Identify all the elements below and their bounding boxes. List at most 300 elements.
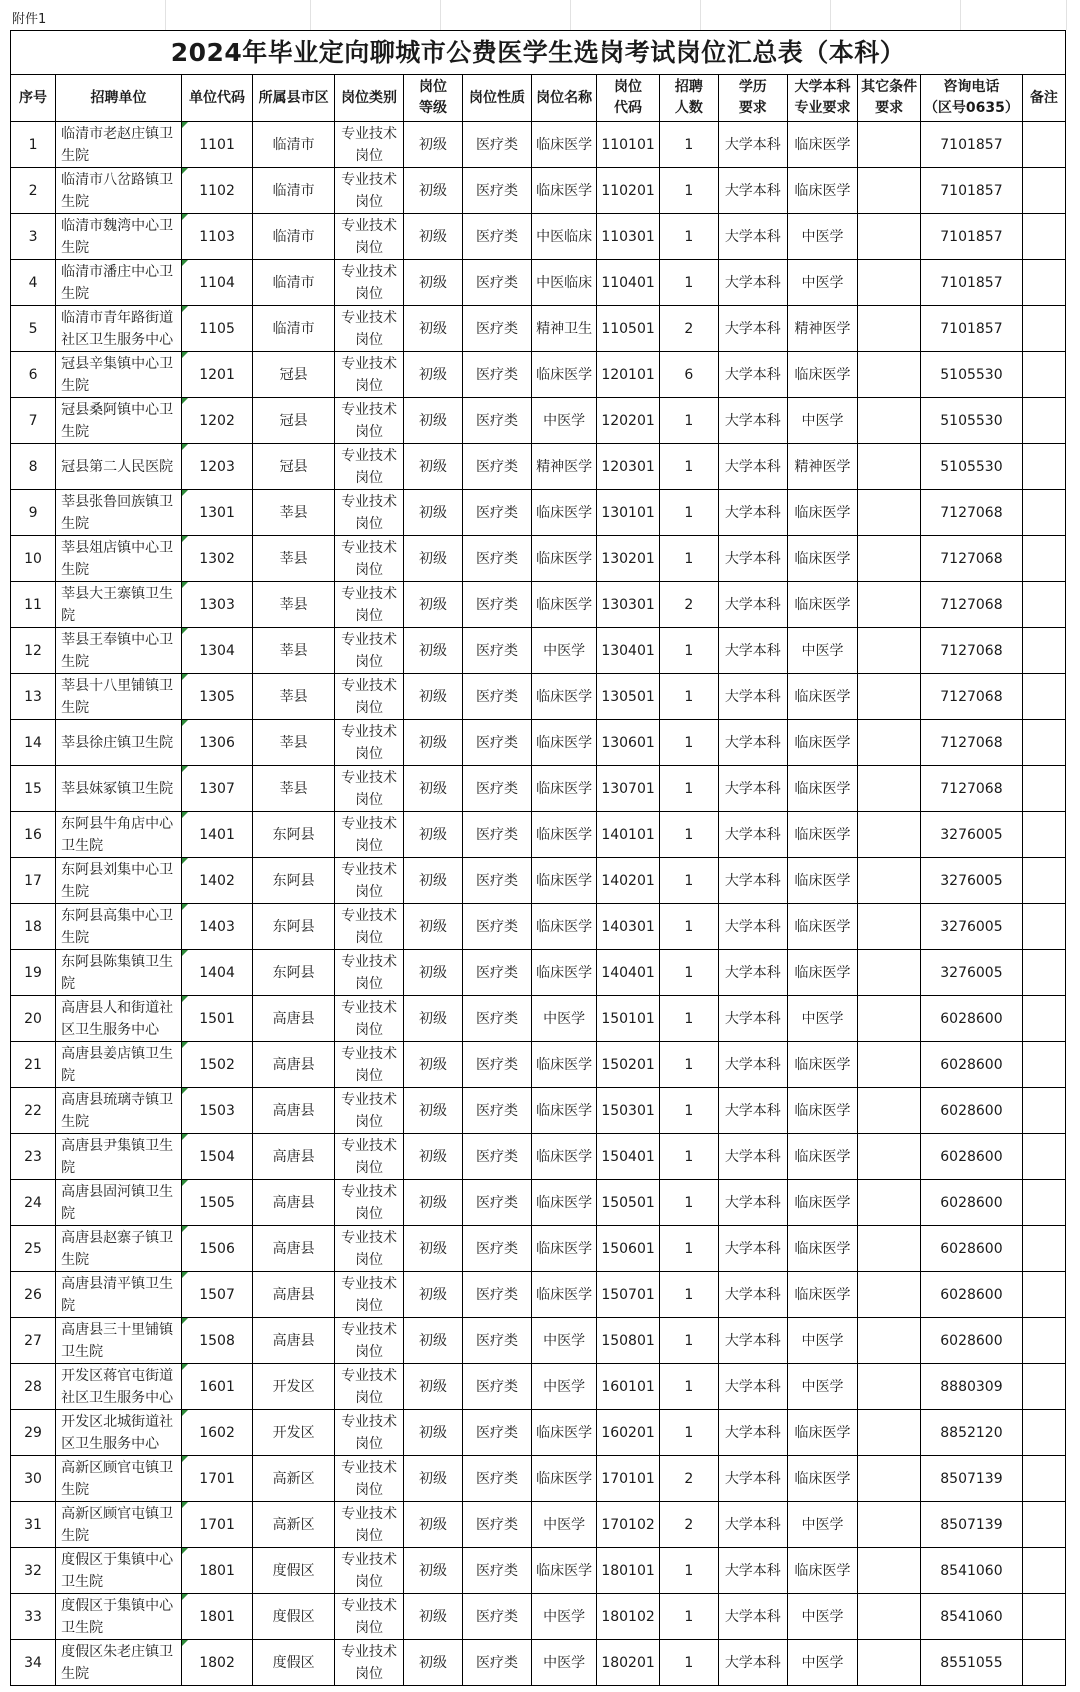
cell-level: 初级 (404, 398, 463, 444)
cell-education: 大学本科 (718, 1548, 787, 1594)
cell-education: 大学本科 (718, 950, 787, 996)
cell-phone: 6028600 (921, 1134, 1023, 1180)
cell-nature: 医疗类 (462, 490, 531, 536)
cell-nature: 医疗类 (462, 536, 531, 582)
cell-major: 临床医学 (787, 352, 857, 398)
cell-note (1022, 444, 1065, 490)
cell-level: 初级 (404, 904, 463, 950)
cell-count: 1 (660, 398, 719, 444)
cell-level: 初级 (404, 1042, 463, 1088)
cell-level: 初级 (404, 1088, 463, 1134)
cell-category: 专业技术岗位 (334, 1134, 403, 1180)
cell-unit-code: 1202 (181, 398, 252, 444)
cell-unit: 莘县王奉镇中心卫生院 (56, 628, 182, 674)
cell-no: 22 (11, 1088, 56, 1134)
cell-level: 初级 (404, 306, 463, 352)
cell-nature: 医疗类 (462, 582, 531, 628)
cell-nature: 医疗类 (462, 720, 531, 766)
table-row (11, 950, 1066, 996)
cell-major: 临床医学 (787, 168, 857, 214)
cell-level: 初级 (404, 1364, 463, 1410)
header-note: 备注 (1022, 75, 1065, 122)
cell-county: 莘县 (253, 628, 335, 674)
cell-position-code: 160101 (597, 1364, 660, 1410)
cell-unit: 东阿县牛角店中心卫生院 (56, 812, 182, 858)
table-row (11, 674, 1066, 720)
cell-other (858, 1548, 921, 1594)
cell-category: 专业技术岗位 (334, 1456, 403, 1502)
cell-no: 23 (11, 1134, 56, 1180)
cell-nature: 医疗类 (462, 904, 531, 950)
cell-phone: 6028600 (921, 1088, 1023, 1134)
cell-level: 初级 (404, 1594, 463, 1640)
cell-position-name: 临床医学 (532, 1088, 597, 1134)
cell-note (1022, 1042, 1065, 1088)
cell-nature: 医疗类 (462, 1364, 531, 1410)
cell-category: 专业技术岗位 (334, 904, 403, 950)
cell-phone: 8852120 (921, 1410, 1023, 1456)
cell-county: 高新区 (253, 1502, 335, 1548)
cell-level: 初级 (404, 1272, 463, 1318)
cell-county: 冠县 (253, 398, 335, 444)
cell-unit-code: 1506 (181, 1226, 252, 1272)
cell-level: 初级 (404, 536, 463, 582)
cell-count: 1 (660, 858, 719, 904)
cell-no: 14 (11, 720, 56, 766)
cell-note (1022, 1318, 1065, 1364)
cell-position-name: 临床医学 (532, 536, 597, 582)
cell-major: 中医学 (787, 1640, 857, 1686)
cell-no: 15 (11, 766, 56, 812)
cell-position-code: 150701 (597, 1272, 660, 1318)
cell-phone: 5105530 (921, 398, 1023, 444)
cell-education: 大学本科 (718, 812, 787, 858)
cell-phone: 6028600 (921, 996, 1023, 1042)
cell-other (858, 168, 921, 214)
cell-phone: 3276005 (921, 950, 1023, 996)
cell-phone: 8507139 (921, 1456, 1023, 1502)
cell-level: 初级 (404, 168, 463, 214)
cell-level: 初级 (404, 1318, 463, 1364)
cell-education: 大学本科 (718, 1088, 787, 1134)
cell-count: 1 (660, 1594, 719, 1640)
cell-no: 3 (11, 214, 56, 260)
cell-other (858, 950, 921, 996)
cell-unit: 开发区北城街道社区卫生服务中心 (56, 1410, 182, 1456)
cell-phone: 6028600 (921, 1226, 1023, 1272)
cell-other (858, 214, 921, 260)
cell-level: 初级 (404, 352, 463, 398)
cell-nature: 医疗类 (462, 352, 531, 398)
cell-other (858, 536, 921, 582)
cell-phone: 5105530 (921, 352, 1023, 398)
cell-education: 大学本科 (718, 122, 787, 168)
cell-level: 初级 (404, 858, 463, 904)
header-unit: 招聘单位 (56, 75, 182, 122)
cell-position-code: 150401 (597, 1134, 660, 1180)
cell-unit-code: 1505 (181, 1180, 252, 1226)
cell-unit-code: 1802 (181, 1640, 252, 1686)
cell-count: 1 (660, 1180, 719, 1226)
cell-count: 1 (660, 812, 719, 858)
cell-nature: 医疗类 (462, 1134, 531, 1180)
cell-phone: 3276005 (921, 904, 1023, 950)
cell-unit-code: 1403 (181, 904, 252, 950)
table-row (11, 1502, 1066, 1548)
cell-position-name: 临床医学 (532, 352, 597, 398)
cell-note (1022, 1088, 1065, 1134)
cell-education: 大学本科 (718, 628, 787, 674)
cell-count: 1 (660, 1226, 719, 1272)
cell-nature: 医疗类 (462, 1180, 531, 1226)
cell-level: 初级 (404, 214, 463, 260)
cell-position-code: 110201 (597, 168, 660, 214)
cell-count: 1 (660, 168, 719, 214)
cell-other (858, 1088, 921, 1134)
cell-category: 专业技术岗位 (334, 996, 403, 1042)
cell-county: 高唐县 (253, 1088, 335, 1134)
cell-unit: 莘县十八里铺镇卫生院 (56, 674, 182, 720)
cell-county: 临清市 (253, 306, 335, 352)
cell-position-name: 临床医学 (532, 1042, 597, 1088)
cell-category: 专业技术岗位 (334, 950, 403, 996)
cell-count: 2 (660, 1456, 719, 1502)
cell-phone: 7101857 (921, 122, 1023, 168)
cell-position-code: 110501 (597, 306, 660, 352)
cell-phone: 7127068 (921, 582, 1023, 628)
cell-no: 17 (11, 858, 56, 904)
cell-county: 高唐县 (253, 1134, 335, 1180)
cell-major: 临床医学 (787, 1410, 857, 1456)
cell-unit: 高唐县三十里铺镇卫生院 (56, 1318, 182, 1364)
cell-count: 1 (660, 1088, 719, 1134)
cell-major: 精神医学 (787, 444, 857, 490)
cell-no: 29 (11, 1410, 56, 1456)
cell-unit: 临清市老赵庄镇卫生院 (56, 122, 182, 168)
cell-county: 度假区 (253, 1640, 335, 1686)
table-row (11, 398, 1066, 444)
cell-category: 专业技术岗位 (334, 1318, 403, 1364)
cell-major: 临床医学 (787, 904, 857, 950)
cell-major: 临床医学 (787, 490, 857, 536)
cell-no: 4 (11, 260, 56, 306)
cell-phone: 8541060 (921, 1548, 1023, 1594)
header-education: 学历 要求 (718, 75, 787, 122)
cell-note (1022, 306, 1065, 352)
cell-major: 临床医学 (787, 1456, 857, 1502)
cell-nature: 医疗类 (462, 214, 531, 260)
cell-unit-code: 1801 (181, 1548, 252, 1594)
cell-position-name: 临床医学 (532, 1134, 597, 1180)
cell-unit-code: 1305 (181, 674, 252, 720)
table-title: 2024年毕业定向聊城市公费医学生选岗考试岗位汇总表（本科） (11, 31, 1066, 75)
cell-category: 专业技术岗位 (334, 674, 403, 720)
table-row (11, 306, 1066, 352)
cell-major: 中医学 (787, 1502, 857, 1548)
cell-unit-code: 1105 (181, 306, 252, 352)
cell-major: 中医学 (787, 398, 857, 444)
header-unit-code: 单位代码 (181, 75, 252, 122)
cell-unit-code: 1601 (181, 1364, 252, 1410)
cell-position-name: 中医学 (532, 1318, 597, 1364)
table-row (11, 122, 1066, 168)
cell-major: 精神医学 (787, 306, 857, 352)
cell-county: 莘县 (253, 720, 335, 766)
table-row (11, 582, 1066, 628)
cell-education: 大学本科 (718, 904, 787, 950)
cell-unit: 高唐县姜店镇卫生院 (56, 1042, 182, 1088)
cell-note (1022, 352, 1065, 398)
cell-other (858, 1502, 921, 1548)
cell-other (858, 1594, 921, 1640)
cell-position-code: 150101 (597, 996, 660, 1042)
cell-category: 专业技术岗位 (334, 1364, 403, 1410)
cell-note (1022, 398, 1065, 444)
cell-county: 开发区 (253, 1410, 335, 1456)
cell-unit-code: 1402 (181, 858, 252, 904)
cell-no: 34 (11, 1640, 56, 1686)
cell-position-code: 120101 (597, 352, 660, 398)
cell-unit-code: 1503 (181, 1088, 252, 1134)
cell-county: 高唐县 (253, 1180, 335, 1226)
cell-other (858, 812, 921, 858)
cell-position-name: 中医学 (532, 398, 597, 444)
cell-no: 1 (11, 122, 56, 168)
cell-position-code: 130201 (597, 536, 660, 582)
cell-other (858, 996, 921, 1042)
cell-no: 31 (11, 1502, 56, 1548)
cell-unit-code: 1307 (181, 766, 252, 812)
cell-nature: 医疗类 (462, 1088, 531, 1134)
cell-note (1022, 1410, 1065, 1456)
table-row (11, 1548, 1066, 1594)
cell-other (858, 1272, 921, 1318)
cell-unit: 莘县大王寨镇卫生院 (56, 582, 182, 628)
cell-nature: 医疗类 (462, 1226, 531, 1272)
cell-position-name: 临床医学 (532, 490, 597, 536)
cell-note (1022, 122, 1065, 168)
cell-other (858, 398, 921, 444)
cell-category: 专业技术岗位 (334, 1640, 403, 1686)
cell-position-name: 临床医学 (532, 1180, 597, 1226)
cell-position-code: 170101 (597, 1456, 660, 1502)
cell-county: 东阿县 (253, 858, 335, 904)
cell-no: 28 (11, 1364, 56, 1410)
cell-education: 大学本科 (718, 1640, 787, 1686)
cell-major: 中医学 (787, 1594, 857, 1640)
cell-county: 东阿县 (253, 950, 335, 996)
cell-county: 东阿县 (253, 904, 335, 950)
cell-position-code: 180102 (597, 1594, 660, 1640)
cell-count: 1 (660, 720, 719, 766)
table-row (11, 352, 1066, 398)
spreadsheet-page (10, 0, 1070, 1692)
cell-nature: 医疗类 (462, 122, 531, 168)
cell-major: 临床医学 (787, 1226, 857, 1272)
cell-no: 33 (11, 1594, 56, 1640)
cell-count: 1 (660, 674, 719, 720)
cell-unit: 高唐县尹集镇卫生院 (56, 1134, 182, 1180)
cell-other (858, 1456, 921, 1502)
cell-category: 专业技术岗位 (334, 536, 403, 582)
cell-unit: 莘县徐庄镇卫生院 (56, 720, 182, 766)
cell-position-code: 110301 (597, 214, 660, 260)
cell-unit-code: 1602 (181, 1410, 252, 1456)
cell-note (1022, 674, 1065, 720)
cell-position-name: 中医临床 (532, 214, 597, 260)
cell-nature: 医疗类 (462, 766, 531, 812)
cell-note (1022, 1180, 1065, 1226)
cell-unit: 高唐县人和街道社区卫生服务中心 (56, 996, 182, 1042)
cell-county: 开发区 (253, 1364, 335, 1410)
cell-note (1022, 950, 1065, 996)
cell-category: 专业技术岗位 (334, 1548, 403, 1594)
cell-category: 专业技术岗位 (334, 1088, 403, 1134)
cell-education: 大学本科 (718, 720, 787, 766)
cell-county: 冠县 (253, 352, 335, 398)
cell-note (1022, 260, 1065, 306)
cell-position-name: 临床医学 (532, 1272, 597, 1318)
cell-category: 专业技术岗位 (334, 260, 403, 306)
cell-major: 临床医学 (787, 1088, 857, 1134)
table-row (11, 1042, 1066, 1088)
cell-nature: 医疗类 (462, 1594, 531, 1640)
cell-phone: 8507139 (921, 1502, 1023, 1548)
table-row (11, 628, 1066, 674)
cell-other (858, 490, 921, 536)
cell-category: 专业技术岗位 (334, 352, 403, 398)
cell-education: 大学本科 (718, 858, 787, 904)
cell-count: 1 (660, 1272, 719, 1318)
cell-other (858, 1226, 921, 1272)
cell-county: 莘县 (253, 674, 335, 720)
cell-no: 30 (11, 1456, 56, 1502)
cell-phone: 7101857 (921, 214, 1023, 260)
cell-unit-code: 1404 (181, 950, 252, 996)
cell-other (858, 674, 921, 720)
cell-position-name: 中医学 (532, 1640, 597, 1686)
cell-level: 初级 (404, 1502, 463, 1548)
table-row (11, 536, 1066, 582)
cell-position-name: 临床医学 (532, 674, 597, 720)
cell-county: 临清市 (253, 260, 335, 306)
cell-unit: 度假区于集镇中心卫生院 (56, 1548, 182, 1594)
cell-note (1022, 1640, 1065, 1686)
cell-education: 大学本科 (718, 1594, 787, 1640)
spreadsheet-gridlines (10, 0, 1066, 31)
cell-nature: 医疗类 (462, 812, 531, 858)
cell-phone: 6028600 (921, 1272, 1023, 1318)
cell-no: 2 (11, 168, 56, 214)
cell-unit-code: 1701 (181, 1502, 252, 1548)
cell-unit-code: 1801 (181, 1594, 252, 1640)
cell-no: 19 (11, 950, 56, 996)
cell-count: 1 (660, 1410, 719, 1456)
cell-level: 初级 (404, 1134, 463, 1180)
cell-note (1022, 1134, 1065, 1180)
cell-count: 1 (660, 536, 719, 582)
table-row (11, 168, 1066, 214)
cell-education: 大学本科 (718, 996, 787, 1042)
cell-major: 中医学 (787, 1318, 857, 1364)
cell-note (1022, 1364, 1065, 1410)
table-row (11, 720, 1066, 766)
cell-unit-code: 1501 (181, 996, 252, 1042)
cell-category: 专业技术岗位 (334, 1226, 403, 1272)
cell-position-code: 180101 (597, 1548, 660, 1594)
cell-education: 大学本科 (718, 1272, 787, 1318)
cell-nature: 医疗类 (462, 1640, 531, 1686)
cell-major: 临床医学 (787, 1548, 857, 1594)
positions-table (10, 30, 1066, 1686)
table-row (11, 1456, 1066, 1502)
cell-education: 大学本科 (718, 1042, 787, 1088)
cell-no: 24 (11, 1180, 56, 1226)
cell-note (1022, 1456, 1065, 1502)
cell-position-name: 中医学 (532, 1594, 597, 1640)
cell-phone: 7127068 (921, 766, 1023, 812)
cell-category: 专业技术岗位 (334, 1594, 403, 1640)
table-body (11, 122, 1066, 1686)
header-position-name: 岗位名称 (532, 75, 597, 122)
cell-unit: 高唐县清平镇卫生院 (56, 1272, 182, 1318)
cell-unit: 开发区蒋官屯街道社区卫生服务中心 (56, 1364, 182, 1410)
cell-level: 初级 (404, 1548, 463, 1594)
cell-note (1022, 720, 1065, 766)
cell-phone: 8551055 (921, 1640, 1023, 1686)
cell-note (1022, 582, 1065, 628)
header-position-code: 岗位 代码 (597, 75, 660, 122)
cell-note (1022, 858, 1065, 904)
header-level: 岗位 等级 (404, 75, 463, 122)
cell-unit-code: 1401 (181, 812, 252, 858)
cell-unit: 度假区于集镇中心卫生院 (56, 1594, 182, 1640)
cell-county: 莘县 (253, 582, 335, 628)
cell-count: 1 (660, 1640, 719, 1686)
table-row (11, 1226, 1066, 1272)
header-count: 招聘 人数 (660, 75, 719, 122)
cell-unit: 高新区顾官屯镇卫生院 (56, 1502, 182, 1548)
cell-position-name: 临床医学 (532, 1226, 597, 1272)
cell-other (858, 582, 921, 628)
cell-unit: 高新区顾官屯镇卫生院 (56, 1456, 182, 1502)
cell-nature: 医疗类 (462, 398, 531, 444)
cell-nature: 医疗类 (462, 1042, 531, 1088)
cell-level: 初级 (404, 1456, 463, 1502)
cell-no: 5 (11, 306, 56, 352)
cell-phone: 7127068 (921, 536, 1023, 582)
cell-phone: 7101857 (921, 168, 1023, 214)
table-row (11, 1640, 1066, 1686)
cell-other (858, 444, 921, 490)
cell-phone: 7127068 (921, 628, 1023, 674)
cell-note (1022, 766, 1065, 812)
table-row (11, 904, 1066, 950)
table-row (11, 214, 1066, 260)
cell-phone: 6028600 (921, 1318, 1023, 1364)
cell-major: 临床医学 (787, 720, 857, 766)
cell-level: 初级 (404, 766, 463, 812)
cell-education: 大学本科 (718, 1502, 787, 1548)
cell-other (858, 1318, 921, 1364)
cell-unit-code: 1104 (181, 260, 252, 306)
cell-education: 大学本科 (718, 582, 787, 628)
cell-count: 2 (660, 582, 719, 628)
cell-other (858, 1042, 921, 1088)
cell-major: 临床医学 (787, 582, 857, 628)
cell-major: 临床医学 (787, 766, 857, 812)
cell-county: 高唐县 (253, 1272, 335, 1318)
